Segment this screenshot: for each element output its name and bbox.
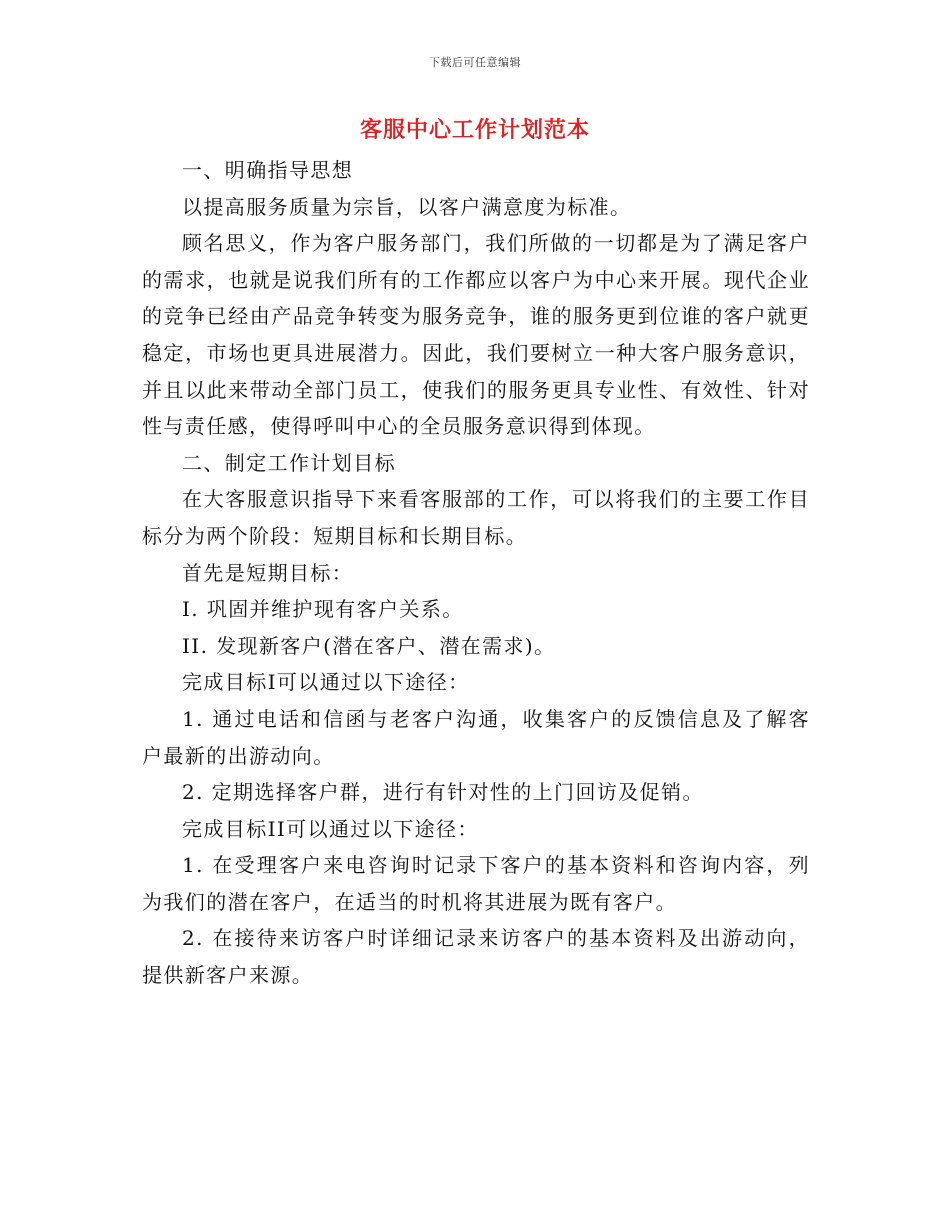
paragraph-goal-1-methods: 完成目标I可以通过以下途径： [182, 670, 470, 695]
paragraph-customer-service: 顾名思义，作为客户服务部门，我们所做的一切都是为了满足客户的需求，也就是说我们所有的工作都应以客户为中心来开展。现代企业的竞争已经由产品竞争转变为服务竞争，谁的服务更到位谁的客户就更稳定，市场也更具进展潜力。因此，我们要树立一种大客户服务意识，并且以此来带动全部门员工，使我们的服务更具专业性、有效性、针对性与责任感，使得呼叫中心的全员服务意识得到体现。 [142, 231, 810, 439]
paragraph-short-term-intro: 首先是短期目标： [182, 560, 354, 585]
document-title: 客服中心工作计划范本 [359, 117, 590, 143]
list-item-goal-2: II. 发现新客户(潜在客户、潜在需求)。 [182, 633, 556, 658]
list-item-goal-1-method-2: 2. 定期选择客户群，进行有针对性的上门回访及促销。 [182, 780, 704, 805]
section-heading-work-goals: 二、制定工作计划目标 [182, 450, 396, 475]
document-body [142, 152, 810, 994]
list-item-goal-1: I. 巩固并维护现有客户关系。 [182, 597, 464, 622]
list-item-goal-1-method-1: 1. 通过电话和信函与老客户沟通，收集客户的反馈信息及了解客户最新的出游动向。 [142, 706, 810, 768]
section-heading-guiding-thought: 一、明确指导思想 [182, 158, 354, 182]
paragraph-goal-2-methods: 完成目标II可以通过以下途径： [182, 816, 479, 841]
paragraph-goal-stages: 在大客服意识指导下来看客服部的工作，可以将我们的主要工作目标分为两个阶段：短期目标和长期目标。 [142, 487, 810, 548]
list-item-goal-2-method-2: 2. 在接待来访客户时详细记录来访客户的基本资料及出游动向，提供新客户来源。 [142, 926, 810, 988]
paragraph-purpose: 以提高服务质量为宗旨，以客户满意度为标准。 [182, 194, 632, 219]
header-note: 下载后可任意编辑 [429, 56, 521, 69]
list-item-goal-2-method-1: 1. 在受理客户来电咨询时记录下客户的基本资料和咨询内容，列为我们的潜在客户，在适当的时机将其进展为既有客户。 [142, 853, 810, 914]
